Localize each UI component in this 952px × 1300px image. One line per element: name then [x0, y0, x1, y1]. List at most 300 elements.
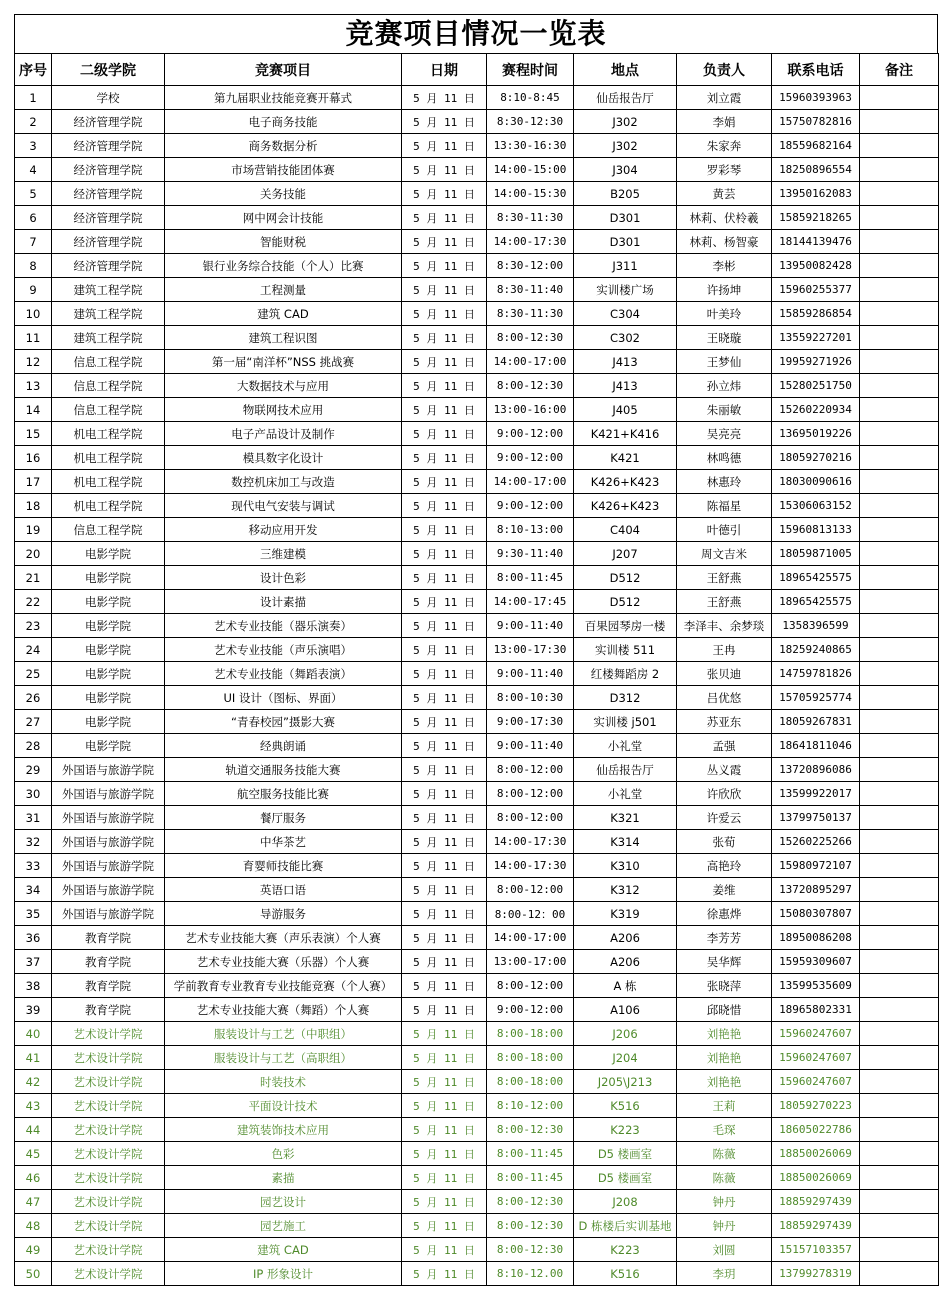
cell-date[interactable]: 5 月 11 日: [402, 1262, 487, 1286]
cell-project[interactable]: 移动应用开发: [165, 518, 402, 542]
cell-person[interactable]: 王冉: [677, 638, 772, 662]
cell-date[interactable]: 5 月 11 日: [402, 686, 487, 710]
cell-note[interactable]: [860, 110, 939, 134]
cell-date[interactable]: 5 月 11 日: [402, 158, 487, 182]
cell-phone[interactable]: 15980972107: [772, 854, 860, 878]
cell-time[interactable]: 8:00-12:30: [487, 1238, 574, 1262]
cell-no[interactable]: 42: [15, 1070, 52, 1094]
cell-place[interactable]: K223: [574, 1238, 677, 1262]
cell-note[interactable]: [860, 446, 939, 470]
cell-project[interactable]: 艺术专业技能大赛（乐器）个人赛: [165, 950, 402, 974]
cell-phone[interactable]: 15859218265: [772, 206, 860, 230]
cell-note[interactable]: [860, 86, 939, 110]
cell-project[interactable]: 现代电气安装与调试: [165, 494, 402, 518]
cell-place[interactable]: A206: [574, 926, 677, 950]
cell-time[interactable]: 8:30-11:30: [487, 302, 574, 326]
cell-college[interactable]: 教育学院: [52, 950, 165, 974]
cell-person[interactable]: 罗彩琴: [677, 158, 772, 182]
cell-note[interactable]: [860, 1070, 939, 1094]
cell-date[interactable]: 5 月 11 日: [402, 758, 487, 782]
cell-date[interactable]: 5 月 11 日: [402, 254, 487, 278]
cell-person[interactable]: 刘圆: [677, 1238, 772, 1262]
cell-phone[interactable]: 13720895297: [772, 878, 860, 902]
cell-phone[interactable]: 18850026069: [772, 1166, 860, 1190]
cell-time[interactable]: 8:00-18:00: [487, 1070, 574, 1094]
cell-place[interactable]: K516: [574, 1094, 677, 1118]
cell-person[interactable]: 李泽丰、余梦琰: [677, 614, 772, 638]
cell-person[interactable]: 孙立炜: [677, 374, 772, 398]
cell-phone[interactable]: 18259240865: [772, 638, 860, 662]
cell-phone[interactable]: 18059267831: [772, 710, 860, 734]
cell-date[interactable]: 5 月 11 日: [402, 1022, 487, 1046]
cell-date[interactable]: 5 月 11 日: [402, 182, 487, 206]
cell-project[interactable]: 网中网会计技能: [165, 206, 402, 230]
cell-person[interactable]: 陈薇: [677, 1142, 772, 1166]
cell-place[interactable]: K421: [574, 446, 677, 470]
cell-place[interactable]: K426+K423: [574, 470, 677, 494]
cell-note[interactable]: [860, 878, 939, 902]
cell-project[interactable]: 艺术专业技能大赛（舞蹈）个人赛: [165, 998, 402, 1022]
cell-time[interactable]: 8:00-12:00: [487, 782, 574, 806]
cell-date[interactable]: 5 月 11 日: [402, 1238, 487, 1262]
cell-college[interactable]: 经济管理学院: [52, 230, 165, 254]
cell-note[interactable]: [860, 398, 939, 422]
cell-person[interactable]: 周文吉米: [677, 542, 772, 566]
cell-no[interactable]: 30: [15, 782, 52, 806]
cell-college[interactable]: 建筑工程学院: [52, 278, 165, 302]
cell-college[interactable]: 教育学院: [52, 926, 165, 950]
cell-project[interactable]: 素描: [165, 1166, 402, 1190]
cell-place[interactable]: J302: [574, 110, 677, 134]
cell-phone[interactable]: 18965802331: [772, 998, 860, 1022]
cell-place[interactable]: J405: [574, 398, 677, 422]
cell-date[interactable]: 5 月 11 日: [402, 542, 487, 566]
cell-place[interactable]: 实训楼 j501: [574, 710, 677, 734]
cell-college[interactable]: 艺术设计学院: [52, 1046, 165, 1070]
cell-phone[interactable]: 15859286854: [772, 302, 860, 326]
cell-place[interactable]: K321: [574, 806, 677, 830]
cell-date[interactable]: 5 月 11 日: [402, 110, 487, 134]
cell-college[interactable]: 外国语与旅游学院: [52, 782, 165, 806]
cell-person[interactable]: 邱晓惜: [677, 998, 772, 1022]
cell-time[interactable]: 8:00-12:30: [487, 374, 574, 398]
cell-time[interactable]: 8:00-10:30: [487, 686, 574, 710]
cell-college[interactable]: 外国语与旅游学院: [52, 878, 165, 902]
cell-place[interactable]: J311: [574, 254, 677, 278]
cell-place[interactable]: D5 楼画室: [574, 1166, 677, 1190]
cell-time[interactable]: 8:10-13:00: [487, 518, 574, 542]
cell-time[interactable]: 14:00-15:30: [487, 182, 574, 206]
cell-college[interactable]: 经济管理学院: [52, 254, 165, 278]
cell-person[interactable]: 钟丹: [677, 1214, 772, 1238]
cell-no[interactable]: 32: [15, 830, 52, 854]
cell-project[interactable]: 建筑 CAD: [165, 302, 402, 326]
cell-person[interactable]: 吕优悠: [677, 686, 772, 710]
cell-date[interactable]: 5 月 11 日: [402, 134, 487, 158]
cell-note[interactable]: [860, 254, 939, 278]
cell-no[interactable]: 15: [15, 422, 52, 446]
cell-college[interactable]: 艺术设计学院: [52, 1118, 165, 1142]
cell-time[interactable]: 9:00-11:40: [487, 662, 574, 686]
cell-college[interactable]: 电影学院: [52, 686, 165, 710]
cell-place[interactable]: K426+K423: [574, 494, 677, 518]
cell-date[interactable]: 5 月 11 日: [402, 446, 487, 470]
cell-phone[interactable]: 15750782816: [772, 110, 860, 134]
cell-college[interactable]: 电影学院: [52, 734, 165, 758]
cell-project[interactable]: 学前教育专业教育专业技能竞赛（个人赛）: [165, 974, 402, 998]
cell-college[interactable]: 经济管理学院: [52, 134, 165, 158]
cell-phone[interactable]: 18059871005: [772, 542, 860, 566]
cell-person[interactable]: 苏亚东: [677, 710, 772, 734]
cell-time[interactable]: 8:00-12:00: [487, 806, 574, 830]
cell-date[interactable]: 5 月 11 日: [402, 926, 487, 950]
cell-person[interactable]: 姜维: [677, 878, 772, 902]
cell-note[interactable]: [860, 974, 939, 998]
cell-date[interactable]: 5 月 11 日: [402, 902, 487, 926]
cell-note[interactable]: [860, 1022, 939, 1046]
cell-no[interactable]: 45: [15, 1142, 52, 1166]
cell-note[interactable]: [860, 1238, 939, 1262]
cell-note[interactable]: [860, 542, 939, 566]
cell-time[interactable]: 8:30-11:30: [487, 206, 574, 230]
cell-time[interactable]: 9:00-12:00: [487, 998, 574, 1022]
cell-project[interactable]: 服装设计与工艺（高职组）: [165, 1046, 402, 1070]
cell-college[interactable]: 经济管理学院: [52, 110, 165, 134]
cell-place[interactable]: J208: [574, 1190, 677, 1214]
cell-phone[interactable]: 15960813133: [772, 518, 860, 542]
cell-no[interactable]: 31: [15, 806, 52, 830]
cell-person[interactable]: 叶德引: [677, 518, 772, 542]
cell-no[interactable]: 48: [15, 1214, 52, 1238]
cell-note[interactable]: [860, 518, 939, 542]
cell-place[interactable]: K421+K416: [574, 422, 677, 446]
cell-college[interactable]: 艺术设计学院: [52, 1238, 165, 1262]
cell-phone[interactable]: 18950086208: [772, 926, 860, 950]
cell-project[interactable]: 园艺施工: [165, 1214, 402, 1238]
cell-no[interactable]: 16: [15, 446, 52, 470]
cell-note[interactable]: [860, 638, 939, 662]
cell-phone[interactable]: 13799278319: [772, 1262, 860, 1286]
cell-date[interactable]: 5 月 11 日: [402, 638, 487, 662]
cell-person[interactable]: 林莉、杨智豪: [677, 230, 772, 254]
cell-place[interactable]: J413: [574, 374, 677, 398]
cell-time[interactable]: 9:00-12:00: [487, 446, 574, 470]
cell-date[interactable]: 5 月 11 日: [402, 86, 487, 110]
cell-person[interactable]: 张荀: [677, 830, 772, 854]
col-header-note[interactable]: 备注: [860, 54, 939, 86]
cell-place[interactable]: K516: [574, 1262, 677, 1286]
cell-place[interactable]: J204: [574, 1046, 677, 1070]
cell-note[interactable]: [860, 926, 939, 950]
cell-note[interactable]: [860, 686, 939, 710]
cell-person[interactable]: 吴亮亮: [677, 422, 772, 446]
cell-no[interactable]: 50: [15, 1262, 52, 1286]
cell-person[interactable]: 王舒燕: [677, 566, 772, 590]
cell-date[interactable]: 5 月 11 日: [402, 998, 487, 1022]
cell-person[interactable]: 王晓璇: [677, 326, 772, 350]
cell-date[interactable]: 5 月 11 日: [402, 326, 487, 350]
cell-phone[interactable]: 13559227201: [772, 326, 860, 350]
cell-no[interactable]: 5: [15, 182, 52, 206]
cell-place[interactable]: D 栋楼后实训基地: [574, 1214, 677, 1238]
col-header-no[interactable]: 序号: [15, 54, 52, 86]
cell-no[interactable]: 24: [15, 638, 52, 662]
cell-note[interactable]: [860, 350, 939, 374]
cell-note[interactable]: [860, 830, 939, 854]
cell-note[interactable]: [860, 614, 939, 638]
cell-date[interactable]: 5 月 11 日: [402, 1214, 487, 1238]
cell-place[interactable]: A106: [574, 998, 677, 1022]
cell-date[interactable]: 5 月 11 日: [402, 302, 487, 326]
cell-person[interactable]: 李玥: [677, 1262, 772, 1286]
cell-note[interactable]: [860, 1190, 939, 1214]
cell-date[interactable]: 5 月 11 日: [402, 830, 487, 854]
cell-person[interactable]: 林鸣德: [677, 446, 772, 470]
cell-time[interactable]: 9:30-11:40: [487, 542, 574, 566]
cell-note[interactable]: [860, 422, 939, 446]
cell-time[interactable]: 8:00-11:45: [487, 1166, 574, 1190]
cell-college[interactable]: 电影学院: [52, 590, 165, 614]
cell-phone[interactable]: 18641811046: [772, 734, 860, 758]
cell-project[interactable]: 大数据技术与应用: [165, 374, 402, 398]
cell-college[interactable]: 机电工程学院: [52, 494, 165, 518]
cell-note[interactable]: [860, 1142, 939, 1166]
cell-note[interactable]: [860, 710, 939, 734]
cell-date[interactable]: 5 月 11 日: [402, 662, 487, 686]
cell-project[interactable]: 三维建模: [165, 542, 402, 566]
cell-note[interactable]: [860, 1046, 939, 1070]
cell-date[interactable]: 5 月 11 日: [402, 518, 487, 542]
cell-time[interactable]: 8:00-18:00: [487, 1022, 574, 1046]
cell-project[interactable]: 物联网技术应用: [165, 398, 402, 422]
cell-project[interactable]: 模具数字化设计: [165, 446, 402, 470]
cell-phone[interactable]: 15260220934: [772, 398, 860, 422]
cell-project[interactable]: 电子产品设计及制作: [165, 422, 402, 446]
cell-college[interactable]: 艺术设计学院: [52, 1262, 165, 1286]
cell-time[interactable]: 13:00-16:00: [487, 398, 574, 422]
cell-place[interactable]: D512: [574, 566, 677, 590]
cell-college[interactable]: 电影学院: [52, 614, 165, 638]
cell-date[interactable]: 5 月 11 日: [402, 278, 487, 302]
cell-college[interactable]: 学校: [52, 86, 165, 110]
cell-date[interactable]: 5 月 11 日: [402, 1166, 487, 1190]
cell-no[interactable]: 33: [15, 854, 52, 878]
cell-date[interactable]: 5 月 11 日: [402, 734, 487, 758]
cell-project[interactable]: 数控机床加工与改造: [165, 470, 402, 494]
cell-date[interactable]: 5 月 11 日: [402, 614, 487, 638]
cell-phone[interactable]: 15306063152: [772, 494, 860, 518]
cell-note[interactable]: [860, 998, 939, 1022]
cell-note[interactable]: [860, 1118, 939, 1142]
cell-phone[interactable]: 15960255377: [772, 278, 860, 302]
cell-time[interactable]: 8:00-12:30: [487, 1214, 574, 1238]
cell-phone[interactable]: 15960247607: [772, 1070, 860, 1094]
cell-project[interactable]: 关务技能: [165, 182, 402, 206]
cell-note[interactable]: [860, 782, 939, 806]
cell-phone[interactable]: 15260225266: [772, 830, 860, 854]
cell-person[interactable]: 丛义霞: [677, 758, 772, 782]
cell-college[interactable]: 信息工程学院: [52, 518, 165, 542]
cell-place[interactable]: 仙岳报告厅: [574, 758, 677, 782]
cell-date[interactable]: 5 月 11 日: [402, 470, 487, 494]
cell-phone[interactable]: 1358396599: [772, 614, 860, 638]
cell-project[interactable]: 时装技术: [165, 1070, 402, 1094]
cell-project[interactable]: 轨道交通服务技能大赛: [165, 758, 402, 782]
cell-no[interactable]: 34: [15, 878, 52, 902]
cell-phone[interactable]: 13599922017: [772, 782, 860, 806]
cell-person[interactable]: 王舒燕: [677, 590, 772, 614]
cell-time[interactable]: 8:10-12.00: [487, 1262, 574, 1286]
cell-place[interactable]: 小礼堂: [574, 782, 677, 806]
cell-college[interactable]: 外国语与旅游学院: [52, 806, 165, 830]
cell-no[interactable]: 6: [15, 206, 52, 230]
cell-phone[interactable]: 15959309607: [772, 950, 860, 974]
cell-date[interactable]: 5 月 11 日: [402, 950, 487, 974]
cell-time[interactable]: 8:00-12:30: [487, 326, 574, 350]
cell-phone[interactable]: 15157103357: [772, 1238, 860, 1262]
cell-no[interactable]: 22: [15, 590, 52, 614]
cell-no[interactable]: 44: [15, 1118, 52, 1142]
cell-note[interactable]: [860, 494, 939, 518]
cell-project[interactable]: 第一届“南洋杯”NSS 挑战赛: [165, 350, 402, 374]
cell-person[interactable]: 许欣欣: [677, 782, 772, 806]
cell-no[interactable]: 49: [15, 1238, 52, 1262]
cell-no[interactable]: 3: [15, 134, 52, 158]
cell-note[interactable]: [860, 278, 939, 302]
cell-note[interactable]: [860, 734, 939, 758]
cell-person[interactable]: 钟丹: [677, 1190, 772, 1214]
cell-note[interactable]: [860, 374, 939, 398]
cell-no[interactable]: 7: [15, 230, 52, 254]
cell-time[interactable]: 9:00-11:40: [487, 614, 574, 638]
cell-no[interactable]: 13: [15, 374, 52, 398]
cell-time[interactable]: 8:00-11:45: [487, 566, 574, 590]
cell-date[interactable]: 5 月 11 日: [402, 1094, 487, 1118]
cell-college[interactable]: 建筑工程学院: [52, 302, 165, 326]
cell-date[interactable]: 5 月 11 日: [402, 974, 487, 998]
cell-project[interactable]: 工程测量: [165, 278, 402, 302]
cell-project[interactable]: 建筑工程识图: [165, 326, 402, 350]
cell-college[interactable]: 经济管理学院: [52, 182, 165, 206]
cell-college[interactable]: 电影学院: [52, 566, 165, 590]
cell-college[interactable]: 外国语与旅游学院: [52, 830, 165, 854]
col-header-college[interactable]: 二级学院: [52, 54, 165, 86]
cell-college[interactable]: 艺术设计学院: [52, 1142, 165, 1166]
cell-person[interactable]: 许爱云: [677, 806, 772, 830]
cell-date[interactable]: 5 月 11 日: [402, 350, 487, 374]
cell-place[interactable]: J304: [574, 158, 677, 182]
cell-project[interactable]: “青春校园”摄影大赛: [165, 710, 402, 734]
cell-place[interactable]: J302: [574, 134, 677, 158]
cell-no[interactable]: 38: [15, 974, 52, 998]
cell-no[interactable]: 47: [15, 1190, 52, 1214]
cell-no[interactable]: 39: [15, 998, 52, 1022]
cell-note[interactable]: [860, 326, 939, 350]
col-header-date[interactable]: 日期: [402, 54, 487, 86]
cell-college[interactable]: 教育学院: [52, 974, 165, 998]
cell-project[interactable]: 中华茶艺: [165, 830, 402, 854]
cell-college[interactable]: 电影学院: [52, 710, 165, 734]
cell-person[interactable]: 刘立霞: [677, 86, 772, 110]
cell-time[interactable]: 14:00-17:30: [487, 830, 574, 854]
cell-no[interactable]: 4: [15, 158, 52, 182]
cell-phone[interactable]: 18850026069: [772, 1142, 860, 1166]
cell-person[interactable]: 孟强: [677, 734, 772, 758]
cell-time[interactable]: 9:00-11:40: [487, 734, 574, 758]
cell-project[interactable]: 色彩: [165, 1142, 402, 1166]
cell-person[interactable]: 王莉: [677, 1094, 772, 1118]
cell-college[interactable]: 教育学院: [52, 998, 165, 1022]
cell-project[interactable]: 艺术专业技能（舞蹈表演）: [165, 662, 402, 686]
cell-no[interactable]: 20: [15, 542, 52, 566]
cell-note[interactable]: [860, 134, 939, 158]
cell-note[interactable]: [860, 758, 939, 782]
cell-person[interactable]: 叶美玲: [677, 302, 772, 326]
cell-project[interactable]: 导游服务: [165, 902, 402, 926]
cell-date[interactable]: 5 月 11 日: [402, 398, 487, 422]
cell-college[interactable]: 电影学院: [52, 542, 165, 566]
cell-project[interactable]: 市场营销技能团体赛: [165, 158, 402, 182]
cell-no[interactable]: 21: [15, 566, 52, 590]
col-header-time[interactable]: 赛程时间: [487, 54, 574, 86]
cell-no[interactable]: 8: [15, 254, 52, 278]
cell-date[interactable]: 5 月 11 日: [402, 1118, 487, 1142]
cell-person[interactable]: 高艳玲: [677, 854, 772, 878]
cell-project[interactable]: UI 设计（图标、界面）: [165, 686, 402, 710]
cell-college[interactable]: 外国语与旅游学院: [52, 854, 165, 878]
cell-college[interactable]: 电影学院: [52, 662, 165, 686]
cell-project[interactable]: IP 形象设计: [165, 1262, 402, 1286]
cell-no[interactable]: 46: [15, 1166, 52, 1190]
cell-college[interactable]: 艺术设计学院: [52, 1166, 165, 1190]
cell-date[interactable]: 5 月 11 日: [402, 422, 487, 446]
cell-date[interactable]: 5 月 11 日: [402, 230, 487, 254]
cell-person[interactable]: 林惠玲: [677, 470, 772, 494]
cell-college[interactable]: 艺术设计学院: [52, 1190, 165, 1214]
cell-phone[interactable]: 18059270223: [772, 1094, 860, 1118]
cell-time[interactable]: 14:00-17:45: [487, 590, 574, 614]
cell-place[interactable]: D512: [574, 590, 677, 614]
cell-phone[interactable]: 18030090616: [772, 470, 860, 494]
cell-person[interactable]: 林莉、伏柃羲: [677, 206, 772, 230]
cell-college[interactable]: 经济管理学院: [52, 206, 165, 230]
cell-college[interactable]: 机电工程学院: [52, 470, 165, 494]
cell-date[interactable]: 5 月 11 日: [402, 590, 487, 614]
cell-phone[interactable]: 15960393963: [772, 86, 860, 110]
cell-person[interactable]: 陈薇: [677, 1166, 772, 1190]
cell-person[interactable]: 朱家奔: [677, 134, 772, 158]
cell-project[interactable]: 平面设计技术: [165, 1094, 402, 1118]
cell-note[interactable]: [860, 806, 939, 830]
cell-place[interactable]: J205\J213: [574, 1070, 677, 1094]
cell-project[interactable]: 餐厅服务: [165, 806, 402, 830]
cell-project[interactable]: 艺术专业技能（声乐演唱）: [165, 638, 402, 662]
cell-date[interactable]: 5 月 11 日: [402, 1142, 487, 1166]
cell-place[interactable]: B205: [574, 182, 677, 206]
cell-college[interactable]: 艺术设计学院: [52, 1214, 165, 1238]
cell-note[interactable]: [860, 854, 939, 878]
cell-no[interactable]: 17: [15, 470, 52, 494]
cell-person[interactable]: 李彬: [677, 254, 772, 278]
cell-no[interactable]: 9: [15, 278, 52, 302]
cell-time[interactable]: 9:00-12:00: [487, 422, 574, 446]
cell-time[interactable]: 8:00-12:00: [487, 974, 574, 998]
cell-college[interactable]: 经济管理学院: [52, 158, 165, 182]
cell-person[interactable]: 吴华辉: [677, 950, 772, 974]
cell-place[interactable]: A 栋: [574, 974, 677, 998]
cell-college[interactable]: 外国语与旅游学院: [52, 758, 165, 782]
cell-place[interactable]: C404: [574, 518, 677, 542]
